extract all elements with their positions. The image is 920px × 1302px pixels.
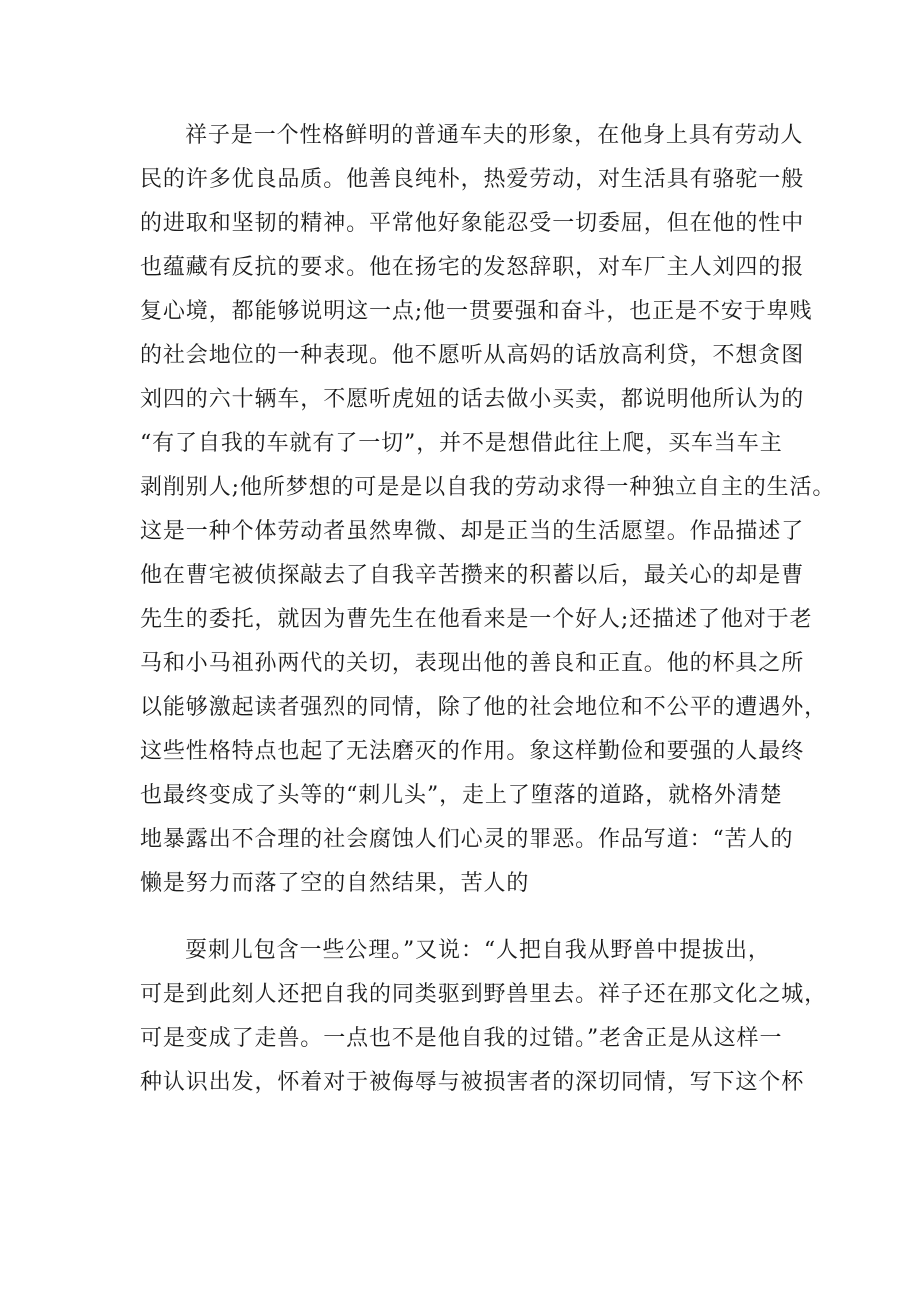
paragraph-1-line-15: 这些性格特点也起了无法磨灭的作用。象这样勤俭和要强的人最终 [140,739,805,764]
paragraph-2-line-3: 可是变成了走兽。一点也不是他自我的过错。”老舍正是从这样一 [140,1026,783,1051]
paragraph-1-line-10: 这是一种个体劳动者虽然卑微、却是正当的生活愿望。作品描述了 [140,519,805,544]
paragraph-1-line-13: 马和小马祖孙两代的关切，表现出他的善良和正直。他的杯具之所 [140,651,805,676]
paragraph-1-line-18: 懒是努力而落了空的自然结果，苦人的 [140,871,530,896]
paragraph-1-line-17: 地暴露出不合理的社会腐蚀人们心灵的罪恶。作品写道：“苦人的 [140,827,794,852]
paragraph-1-line-12: 先生的委托，就因为曹先生在他看来是一个好人;还描述了他对于老 [140,607,813,632]
paragraph-2-line-1: 耍刺儿包含一些公理。”又说：“人把自我从野兽中提拔出， [185,938,771,963]
paragraph-1-line-11: 他在曹宅被侦探敲去了自我辛苦攒来的积蓄以后，最关心的却是曹 [140,563,805,588]
paragraph-1-line-4: 也蕴藏有反抗的要求。他在扬宅的发怒辞职，对车厂主人刘四的报 [140,255,805,280]
paragraph-1-line-9: 剥削别人;他所梦想的可是是以自我的劳动求得一种独立自主的生活。 [140,475,836,500]
paragraph-1-line-16: 也最终变成了头等的“刺儿头”，走上了堕落的道路，就格外清楚 [140,783,783,808]
paragraph-1-line-7: 刘四的六十辆车，不愿听虎妞的话去做小买卖，都说明他所认为的 [140,387,805,412]
paragraph-1-line-8: “有了自我的车就有了一切”，并不是想借此往上爬，买车当车主 [140,431,783,456]
paragraph-1-line-14: 以能够激起读者强烈的同情，除了他的社会地位和不公平的遭遇外， [140,695,828,720]
paragraph-1-line-6: 的社会地位的一种表现。他不愿听从高妈的话放高利贷，不想贪图 [140,343,805,368]
paragraph-1-line-1: 祥子是一个性格鲜明的普通车夫的形象，在他身上具有劳动人 [185,123,804,148]
paragraph-1-line-5: 复心境，都能够说明这一点;他一贯要强和奋斗，也正是不安于卑贱 [140,299,813,324]
paragraph-2-line-2: 可是到此刻人还把自我的同类驱到野兽里去。祥子还在那文化之城， [140,982,828,1007]
paragraph-2-line-4: 种认识出发，怀着对于被侮辱与被损害者的深切同情，写下这个杯 [140,1070,805,1095]
paragraph-1-line-3: 的进取和坚韧的精神。平常他好象能忍受一切委屈，但在他的性中 [140,211,805,236]
paragraph-1-line-2: 民的许多优良品质。他善良纯朴，热爱劳动，对生活具有骆驼一般 [140,167,805,192]
